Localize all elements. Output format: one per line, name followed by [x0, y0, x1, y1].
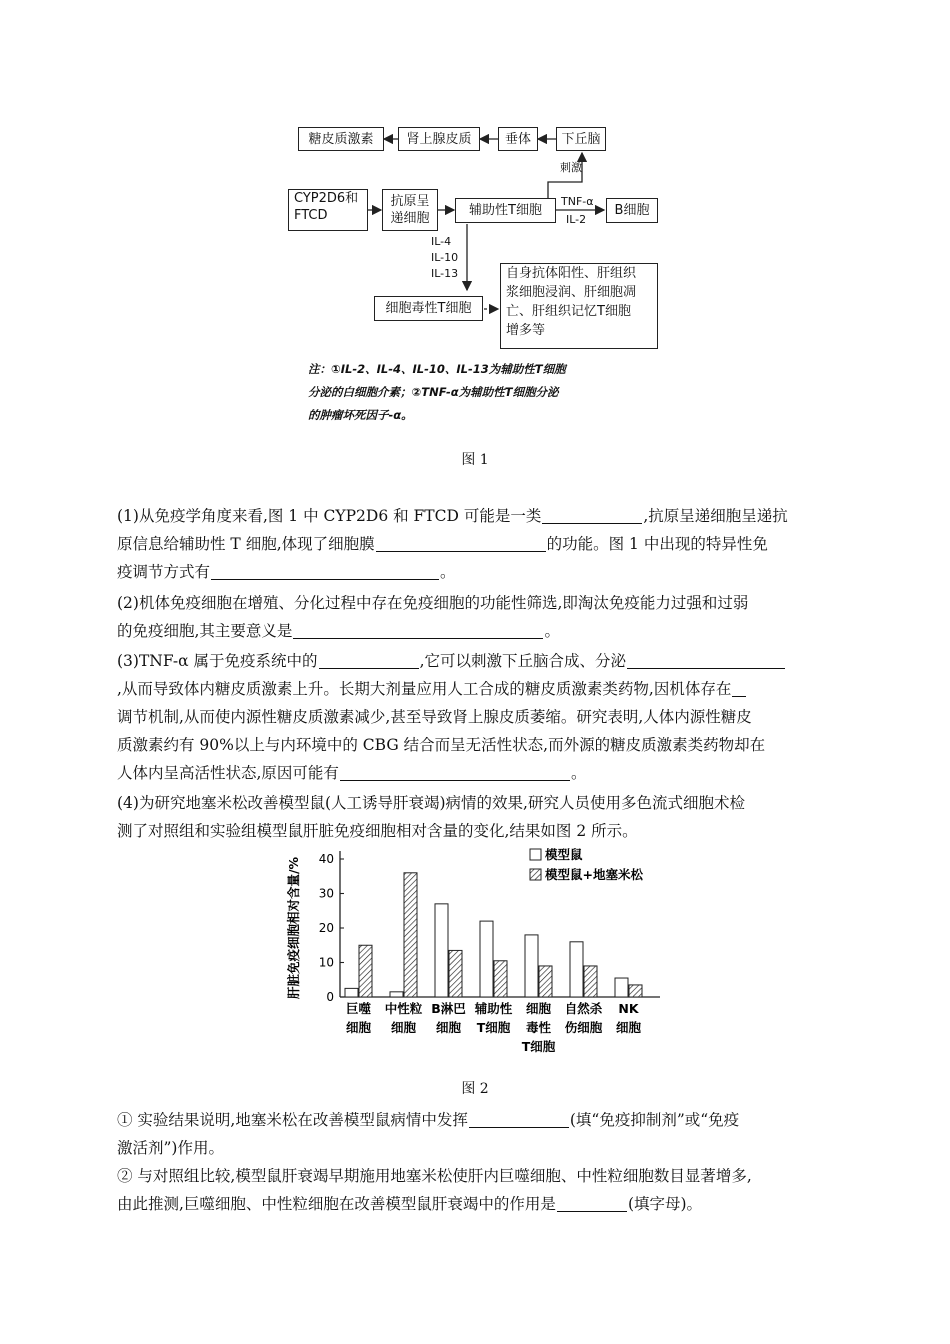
pituitary-box: 垂体: [498, 127, 538, 151]
q2-text: 。: [544, 622, 560, 640]
result-line-1: 自身抗体阳性、肝组织: [506, 266, 637, 281]
bar-model-mouse: [390, 992, 403, 997]
q2-text: (2)机体免疫细胞在增殖、分化过程中存在免疫细胞的功能性筛选,即淘汰免疫能力过强和过弱: [117, 594, 749, 612]
answer-blank[interactable]: [293, 620, 543, 639]
apc-line-2: 递细胞: [390, 211, 430, 226]
label-il13: IL-13: [431, 267, 459, 280]
legend-label: 模型鼠: [545, 847, 583, 862]
q3-text: 质激素约有 90%以上与内环境中的 CBG 结合而呈无活性状态,而外源的糖皮质激素类药物却在: [117, 736, 766, 754]
cytotoxic-t-cell-box: 细胞毒性T细胞: [374, 296, 483, 321]
result-line-3: 亡、肝组织记忆T细胞: [506, 304, 631, 319]
q4-sub2-text: 由此推测,巨噬细胞、中性粒细胞在改善模型鼠肝衰竭中的作用是: [117, 1195, 556, 1213]
x-tick-label: 毒性: [525, 1020, 552, 1035]
x-tick-label: 伤细胞: [564, 1020, 603, 1035]
apc-box: [382, 189, 438, 231]
bar-model-mouse-dexamethasone: [629, 985, 642, 997]
question-1: [117, 502, 835, 586]
apc-line-1: 抗原呈: [390, 194, 430, 209]
label-il10: IL-10: [431, 251, 459, 264]
y-tick-label: 30: [318, 886, 334, 901]
figure-1-note: [308, 358, 648, 427]
cyp2d6-ftcd-box: [288, 189, 368, 231]
legend-label: 模型鼠+地塞米松: [545, 867, 643, 882]
q3-text: ,从而导致体内糖皮质激素上升。长期大剂量应用人工合成的糖皮质激素类药物,因机体存在: [117, 680, 732, 698]
bar-model-mouse-dexamethasone: [359, 945, 372, 997]
q4-sub2-text: (填字母)。: [627, 1195, 703, 1213]
cyp-line-1: CYP2D6和: [294, 191, 359, 206]
question-4-sub-2: [117, 1162, 835, 1218]
x-tick-label: 细胞: [345, 1020, 372, 1035]
x-tick-label: NK: [618, 1001, 639, 1016]
answer-blank[interactable]: [542, 505, 642, 524]
bar-model-mouse: [435, 904, 448, 997]
bar-model-mouse-dexamethasone: [494, 961, 507, 997]
q4-sub1-text: ① 实验结果说明,地塞米松在改善模型鼠病情中发挥: [117, 1111, 468, 1129]
result-line-2: 浆细胞浸润、肝细胞凋: [506, 285, 637, 300]
y-tick-label: 40: [318, 852, 334, 866]
answer-blank[interactable]: [376, 533, 546, 552]
bar-model-mouse: [480, 921, 493, 997]
y-tick-label: 20: [318, 921, 334, 935]
x-tick-label: 细胞: [525, 1001, 552, 1016]
answer-blank[interactable]: [557, 1193, 627, 1212]
q3-text: 。: [570, 764, 587, 782]
legend-swatch: [530, 869, 541, 880]
x-tick-label: 细胞: [615, 1020, 642, 1035]
bar-model-mouse: [615, 978, 628, 997]
q1-text: (1)从免疫学角度来看,图 1 中 CYP2D6 和 FTCD 可能是一类: [117, 507, 542, 525]
x-tick-label: T细胞: [521, 1039, 556, 1054]
figure-2-chart: [280, 840, 700, 1065]
answer-blank[interactable]: [211, 561, 439, 580]
q1-text: 原信息给辅助性 T 细胞,体现了细胞膜: [117, 535, 375, 553]
x-tick-label: 巨噬: [345, 1001, 372, 1016]
q4-sub1-text: 激活剂”)作用。: [117, 1139, 224, 1157]
x-tick-label: 中性粒: [384, 1001, 423, 1016]
bar-model-mouse: [345, 988, 358, 997]
question-4-sub-1: [117, 1106, 835, 1162]
q3-text: 调节机制,从而使内源性糖皮质激素减少,甚至导致肾上腺皮质萎缩。研究表明,人体内源性糖皮: [117, 708, 752, 726]
helper-t-cell-box: 辅助性T细胞: [455, 198, 556, 223]
question-4: [117, 789, 835, 845]
q1-text: 的功能。图 1 中出现的特异性免: [546, 535, 768, 553]
q3-text: (3)TNF-α 属于免疫系统中的: [117, 652, 318, 670]
q1-text: 疫调节方式有: [117, 563, 211, 581]
label-il2: IL-2: [566, 213, 587, 226]
q4-sub2-text: ② 与对照组比较,模型鼠肝衰竭早期施用地塞米松使肝内巨噬细胞、中性粒细胞数目显著增多,: [117, 1167, 752, 1185]
adrenal-cortex-box: 肾上腺皮质: [398, 127, 480, 151]
cyp-line-2: FTCD: [294, 208, 328, 223]
label-stimulate: 刺激: [560, 161, 582, 174]
result-line-4: 增多等: [506, 323, 546, 338]
x-tick-label: 辅助性: [474, 1001, 513, 1016]
q3-text: 人体内呈高活性状态,原因可能有: [117, 764, 339, 782]
x-tick-label: B淋巴: [431, 1001, 466, 1016]
x-tick-label: T细胞: [476, 1020, 511, 1035]
answer-blank[interactable]: [627, 650, 785, 669]
y-tick-label: 10: [318, 955, 334, 970]
q4-text: (4)为研究地塞米松改善模型鼠(人工诱导肝衰竭)病情的效果,研究人员使用多色流式细胞术检: [117, 794, 745, 812]
question-2: [117, 589, 835, 645]
b-cell-box: B细胞: [606, 198, 658, 223]
x-tick-label: 细胞: [390, 1020, 417, 1035]
figure-2-caption: 图 2: [461, 1081, 489, 1097]
legend-swatch: [530, 849, 541, 860]
glucocorticoid-box: 糖皮质激素: [298, 127, 384, 151]
bar-model-mouse-dexamethasone: [449, 950, 462, 997]
note-line: 的肿瘤坏死因子-α。: [308, 408, 413, 422]
bar-model-mouse-dexamethasone: [539, 966, 552, 997]
question-3: [117, 647, 835, 787]
y-axis-label: 肝脏免疫细胞相对含量/%: [286, 856, 301, 1000]
arrow-helper-to-hypothalamus: [548, 153, 582, 198]
q1-text: ,抗原呈递细胞呈递抗: [643, 507, 788, 525]
bar-model-mouse: [570, 942, 583, 997]
note-line: 分泌的白细胞介素；②TNF-α为辅助性T细胞分泌: [308, 385, 559, 399]
bar-model-mouse-dexamethasone: [404, 873, 417, 997]
q4-sub1-text: (填“免疫抑制剂”或“免疫: [569, 1111, 740, 1129]
label-tnf: TNF-α: [561, 195, 594, 208]
label-il4: IL-4: [431, 235, 452, 248]
bar-model-mouse-dexamethasone: [584, 966, 597, 997]
q2-text: 的免疫细胞,其主要意义是: [117, 622, 293, 640]
answer-blank[interactable]: [732, 678, 746, 697]
answer-blank[interactable]: [319, 650, 419, 669]
answer-blank[interactable]: [469, 1109, 569, 1128]
figure-1-caption: 图 1: [461, 452, 489, 468]
hypothalamus-box: 下丘脑: [556, 127, 606, 151]
result-box: [500, 263, 658, 349]
note-line: 注：①IL-2、IL-4、IL-10、IL-13为辅助性T细胞: [308, 362, 566, 376]
q3-text: ,它可以刺激下丘脑合成、分泌: [419, 652, 626, 670]
bar-model-mouse: [525, 935, 538, 997]
x-tick-label: 细胞: [435, 1020, 462, 1035]
q1-text: 。: [440, 563, 456, 581]
y-tick-label: 0: [326, 990, 334, 1004]
x-tick-label: 自然杀: [564, 1001, 603, 1016]
q4-text: 测了对照组和实验组模型鼠肝脏免疫细胞相对含量的变化,结果如图 2 所示。: [117, 822, 638, 840]
answer-blank[interactable]: [340, 762, 570, 781]
